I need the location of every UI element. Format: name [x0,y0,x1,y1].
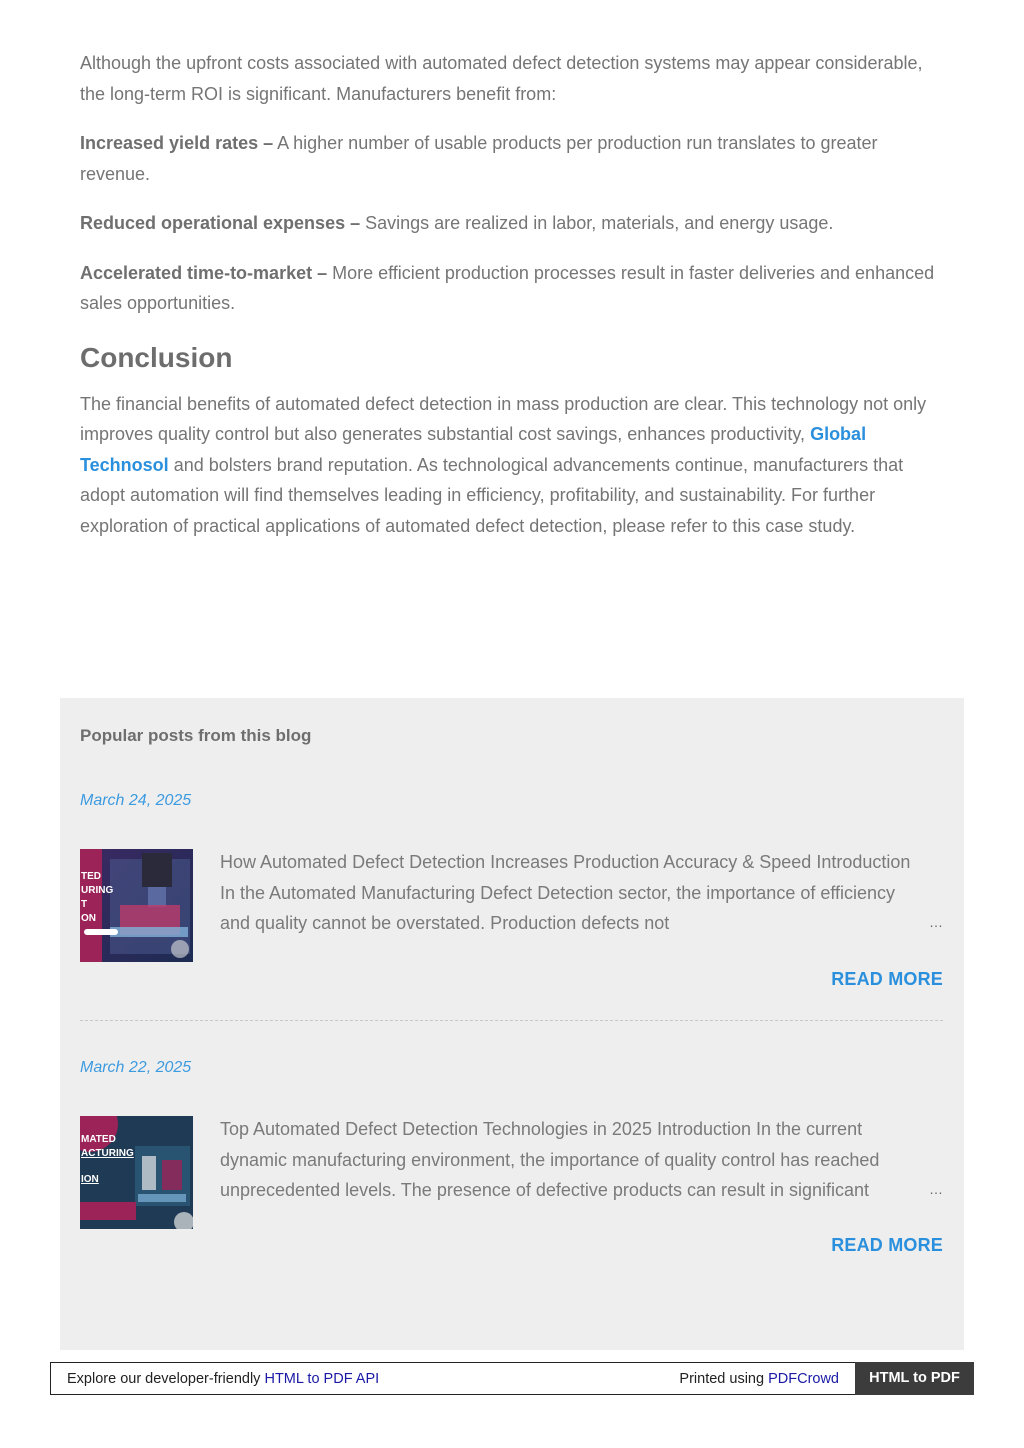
benefit-title: Accelerated time-to-market – [80,262,328,283]
post-ellipsis: … [923,914,943,930]
footer-mid-text: Printed using [679,1371,769,1387]
benefit-text: A higher number of usable products per production run translates to greater revenue. [80,133,878,184]
thumb-text: URING [81,885,114,896]
thumb-text: TED [81,871,101,882]
thumb-text: MATED [81,1134,116,1145]
post-date[interactable]: March 24, 2025 [80,792,192,809]
post-thumbnail[interactable] [80,849,193,962]
thumb-text: ION [81,1174,99,1185]
popular-posts-title: Popular posts from this blog [80,726,312,745]
pdfcrowd-link[interactable]: PDFCrowd [768,1371,839,1387]
benefit-time-to-market [80,258,940,319]
post-thumbnail[interactable] [80,1116,193,1229]
post-divider [80,1020,943,1021]
popular-post [80,792,943,989]
benefit-title: Increased yield rates – [80,133,274,153]
intro-paragraph: Although the upfront costs associated with automated defect detection systems may appear considerable, the long-term ROI is significant. Manufacturers benefit from: [80,53,923,104]
popular-post [80,1059,943,1255]
conclusion-heading: Conclusion [80,341,233,373]
footer-mid [679,1371,839,1387]
conclusion-text-2: and bolsters brand reputation. As technological advancements continue, manufacturers that adopt automation will find themselves leading in efficiency, profitability, and sustainability. For further exploration of practical applications of automated defect detection, please refer to this case study. [80,454,904,536]
post-date[interactable]: March 22, 2025 [80,1059,192,1076]
post-ellipsis: … [923,1181,943,1197]
benefit-title: Reduced operational expenses – [80,213,361,233]
thumb-text: ON [81,913,96,924]
global-technosol-link[interactable]: Global Technosol [80,424,867,475]
benefit-expenses [80,208,940,239]
footer-left [67,1371,379,1387]
read-more-link[interactable]: READ MORE [831,969,943,989]
post-thumbnail-image [80,1116,193,1229]
conclusion-text-1: The financial benefits of automated defect detection in mass production are clear. This technology not only improves quality control but also generates substantial cost savings, enhances productivity, [80,393,927,444]
popular-posts-section [60,698,964,1350]
benefit-text: Savings are realized in labor, materials, and energy usage. [360,213,834,233]
html-to-pdf-api-link[interactable]: HTML to PDF API [264,1371,380,1387]
benefit-text: More efficient production processes result in faster deliveries and enhanced sales opportunities. [80,262,935,313]
pdfcrowd-footer [50,1362,974,1395]
post-thumbnail-image [80,849,193,962]
benefit-yield [80,128,940,189]
footer-left-text: Explore our developer-friendly [67,1371,265,1387]
read-more-link[interactable]: READ MORE [831,1235,943,1255]
thumb-text: T [81,899,88,910]
html-to-pdf-button[interactable]: HTML to PDF [855,1362,974,1395]
post-snippet[interactable]: How Automated Defect Detection Increases Production Accuracy & Speed Introduction In the Automated Manufacturing Defect Detection sector, the importance of efficiency and quality cannot be overstated. Production defects not [220,852,911,933]
article-body [80,48,940,541]
post-snippet[interactable]: Top Automated Defect Detection Technologies in 2025 Introduction In the current dynamic manufacturing environment, the importance of quality control has reached unprecedented levels. The presence of defective products can result in significant [220,1119,880,1200]
thumb-text: ACTURING [81,1148,134,1159]
conclusion-paragraph [80,389,940,542]
